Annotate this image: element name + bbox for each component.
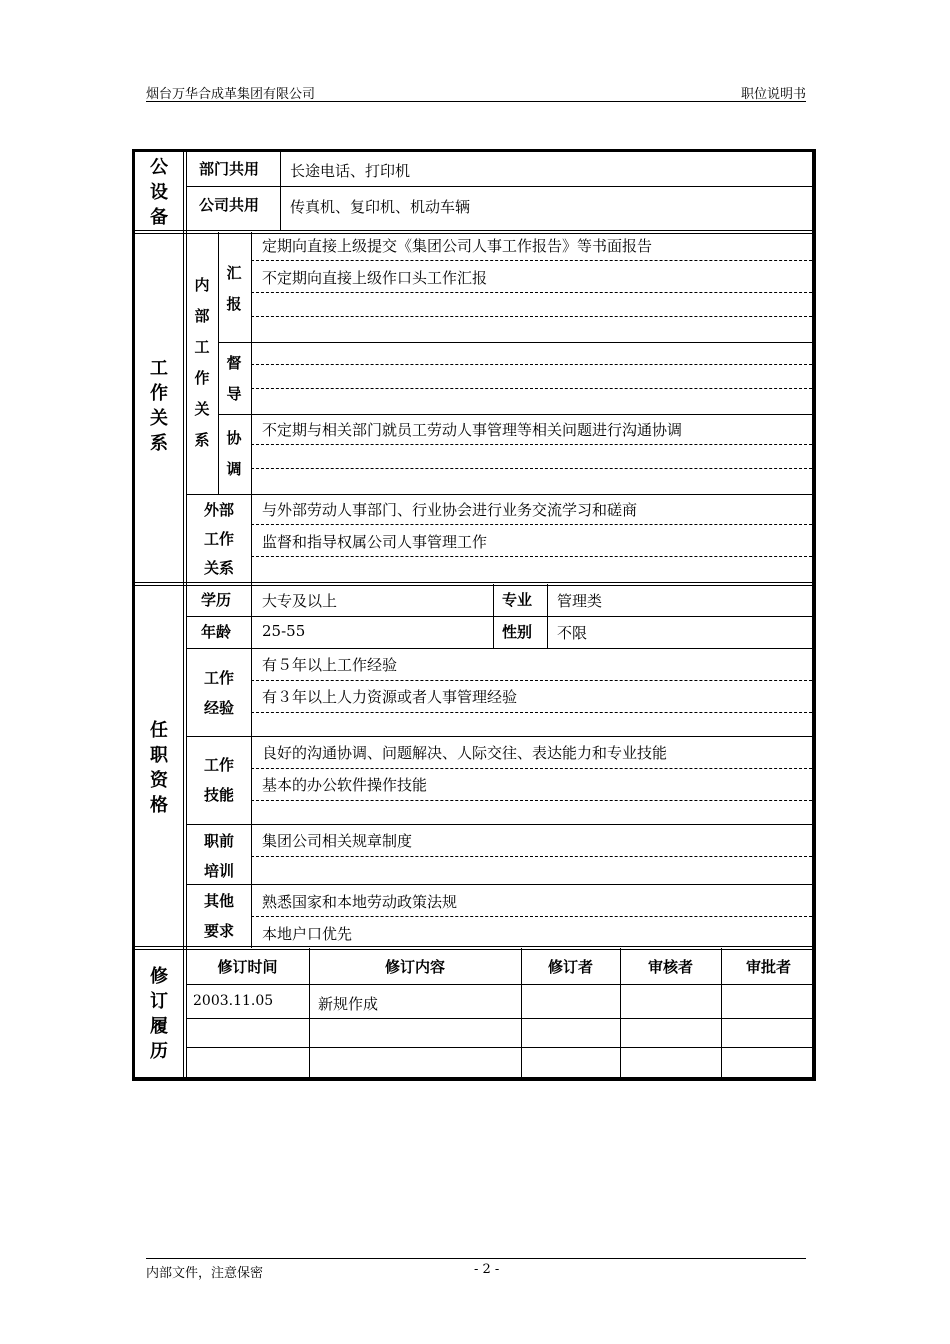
header-rule [146,101,806,102]
equipment-company-value: 传真机、复印机、机动车辆 [290,198,471,216]
external-line-1: 与外部劳动人事部门、行业协会进行业务交流学习和磋商 [262,501,638,519]
col-rule [721,948,722,1080]
header-company: 烟台万华合成革集团有限公司 [146,87,316,102]
section-rule [135,582,812,586]
education-label: 学历 [201,591,232,609]
row-rule [186,736,812,737]
section-qualifications-title: 任 职 资 格 [150,720,168,816]
section-equipment-title: 公 设 备 [150,157,168,228]
other-label: 其他 要求 [203,892,234,940]
dashed-rule [251,916,812,917]
experience-line-1: 有５年以上工作经验 [262,656,398,674]
dashed-rule [251,444,812,445]
report-label: 汇 报 [226,264,242,313]
row-rule [186,1047,812,1048]
row-rule [186,984,812,985]
footer-note: 内部文件，注意保密 [146,1266,264,1281]
revision-header-checker: 审核者 [647,958,693,976]
dashed-rule [251,316,812,317]
other-line-1: 熟悉国家和本地劳动政策法规 [262,893,458,911]
skills-label: 工作 技能 [203,756,234,804]
dashed-rule [251,364,812,365]
section-rule [135,946,812,950]
coordinate-label: 协 调 [226,429,242,478]
dashed-rule [251,292,812,293]
revision-row-content: 新规作成 [318,995,379,1013]
revision-header-reviser: 修订者 [547,958,593,976]
equipment-company-label: 公司共用 [199,196,260,214]
revision-row-date: 2003.11.05 [193,993,274,1009]
dashed-rule [251,260,812,261]
major-label: 专业 [502,591,533,609]
dashed-rule [251,524,812,525]
experience-label: 工作 经验 [203,669,234,717]
gender-label: 性别 [502,623,533,641]
dashed-rule [251,680,812,681]
major-value: 管理类 [557,592,603,610]
col-rule [251,584,252,948]
dashed-rule [251,800,812,801]
row-rule [186,616,812,617]
other-line-2: 本地户口优先 [262,925,353,943]
report-line-2: 不定期向直接上级作口头工作汇报 [262,269,488,287]
col-rule [620,948,621,1080]
experience-line-2: 有３年以上人力资源或者人事管理经验 [262,688,518,706]
col-rule [280,152,281,230]
section-rule [135,230,812,234]
col-rule [309,948,310,1080]
gender-value: 不限 [557,624,588,642]
dashed-rule [251,468,812,469]
revision-header-approver: 审批者 [745,958,791,976]
internal-relations-label: 内 部 工 作 关 系 [194,276,210,449]
equipment-dept-value: 长途电话、打印机 [290,162,411,180]
footer-rule [146,1258,806,1259]
row-rule [186,884,812,885]
row-rule [186,648,812,649]
col-rule [251,494,252,584]
section-revision-title: 修 订 履 历 [150,966,168,1062]
dashed-rule [251,388,812,389]
supervise-label: 督 导 [226,354,242,403]
row-rule [186,1018,812,1019]
row-rule [218,414,812,415]
age-value: 25-55 [262,622,306,640]
section-relations-title: 工 作 关 系 [150,358,168,454]
education-value: 大专及以上 [262,592,338,610]
skills-line-2: 基本的办公软件操作技能 [262,776,428,794]
report-line-1: 定期向直接上级提交《集团公司人事工作报告》等书面报告 [262,237,653,255]
dashed-rule [251,856,812,857]
dashed-rule [251,768,812,769]
dashed-rule [251,712,812,713]
header-doc-type: 职位说明书 [740,87,806,102]
row-rule [218,342,812,343]
revision-header-date: 修订时间 [217,958,278,976]
age-label: 年龄 [201,623,232,641]
training-label: 职前 培训 [203,832,234,880]
row-rule [186,824,812,825]
page-number: - 2 - [474,1262,500,1277]
col-rule [251,232,252,494]
training-line-1: 集团公司相关规章制度 [262,832,413,850]
revision-header-content: 修订内容 [384,958,445,976]
row-rule [186,494,812,495]
skills-line-1: 良好的沟通协调、问题解决、人际交往、表达能力和专业技能 [262,744,668,762]
external-relations-label: 外部 工作 关系 [203,501,234,577]
equipment-dept-label: 部门共用 [199,160,260,178]
external-line-2: 监督和指导权属公司人事管理工作 [262,533,488,551]
coordinate-line-1: 不定期与相关部门就员工劳动人事管理等相关问题进行沟通协调 [262,421,683,439]
job-description-form [132,149,816,1081]
col-rule [521,948,522,1080]
dashed-rule [251,556,812,557]
